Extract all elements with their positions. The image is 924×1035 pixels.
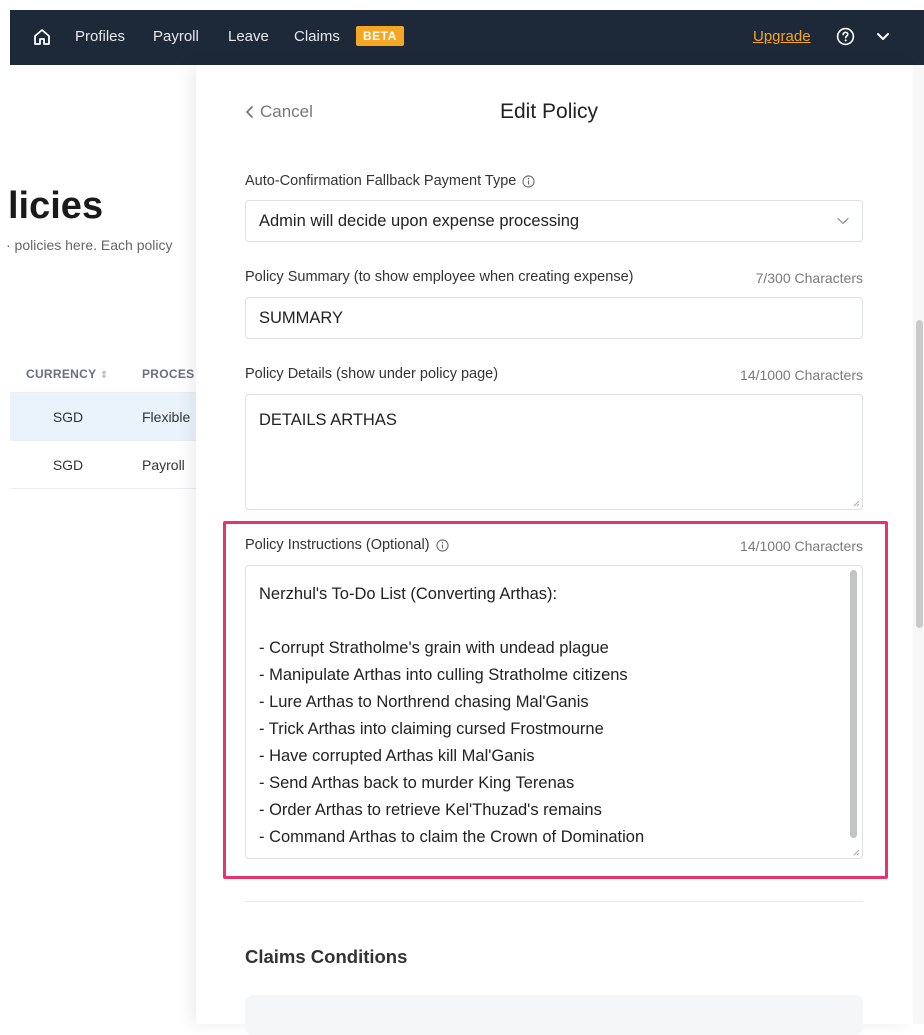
details-textarea[interactable] <box>245 394 863 510</box>
summary-label: Policy Summary (to show employee when creating expense) <box>245 269 634 285</box>
summary-counter: 7/300 Characters <box>755 270 863 286</box>
cell-processing: Flexible <box>142 408 191 425</box>
info-icon[interactable] <box>436 539 449 552</box>
nav-claims[interactable]: Claims <box>294 28 340 45</box>
beta-badge: BETA <box>356 26 404 46</box>
instructions-line: - Lure Arthas to Northrend chasing Mal'Ganis <box>259 693 589 711</box>
instructions-line: - Trick Arthas into claiming cursed Frostmourne <box>259 720 604 738</box>
help-icon[interactable] <box>836 27 855 46</box>
chevron-down-icon[interactable] <box>876 31 890 43</box>
table-header <box>10 356 196 393</box>
textarea-scrollbar[interactable] <box>850 570 857 838</box>
drawer-title: Edit Policy <box>500 100 599 123</box>
info-icon[interactable] <box>522 175 535 188</box>
claims-conditions-heading: Claims Conditions <box>245 946 408 967</box>
cell-currency: SGD <box>52 408 84 425</box>
instructions-label: Policy Instructions (Optional) <box>245 537 430 553</box>
fallback-payment-select[interactable] <box>245 200 863 242</box>
summary-input[interactable] <box>245 297 863 339</box>
resize-handle-icon[interactable] <box>852 848 860 856</box>
home-icon[interactable] <box>32 27 52 47</box>
summary-value: SUMMARY <box>259 308 344 327</box>
instructions-line: - Have corrupted Arthas kill Mal'Ganis <box>259 747 535 765</box>
instructions-counter: 14/1000 Characters <box>740 538 863 554</box>
cancel-label: Cancel <box>260 102 313 121</box>
table-row[interactable] <box>10 393 196 441</box>
resize-handle-icon[interactable] <box>852 499 860 507</box>
cell-currency: SGD <box>52 456 84 473</box>
fallback-label: Auto-Confirmation Fallback Payment Type <box>245 173 517 189</box>
instructions-line: Nerzhul's To-Do List (Converting Arthas): <box>259 585 558 603</box>
instructions-line: - Order Arthas to retrieve Kel'Thuzad's remains <box>259 801 602 819</box>
fallback-label-row <box>245 173 535 189</box>
details-label: Policy Details (show under policy page) <box>245 366 499 382</box>
table-row[interactable] <box>10 441 196 489</box>
column-processing[interactable]: PROCES <box>142 367 195 381</box>
instructions-textarea[interactable] <box>245 565 863 859</box>
details-counter: 14/1000 Characters <box>740 367 863 383</box>
instructions-line: - Send Arthas back to murder King Terenas <box>259 774 575 792</box>
sort-icon[interactable]: ⇕ <box>99 370 109 381</box>
page-subtitle: · policies here. Each policy <box>6 237 173 253</box>
page-scroll-thumb[interactable] <box>916 320 923 628</box>
cell-processing: Payroll <box>142 456 185 473</box>
claims-conditions-card <box>245 995 863 1035</box>
policies-table <box>10 356 196 489</box>
instructions-label-row <box>245 537 449 553</box>
upgrade-link[interactable]: Upgrade <box>753 28 811 45</box>
column-currency[interactable]: CURRENCY ⇕ <box>26 367 109 381</box>
instructions-line: - Command Arthas to claim the Crown of Domination <box>259 828 645 846</box>
instructions-line: - Manipulate Arthas into culling Stratholme citizens <box>259 666 628 684</box>
details-value: DETAILS ARTHAS <box>259 411 397 429</box>
fallback-selected-value: Admin will decide upon expense processing <box>259 211 580 230</box>
page-title: licies <box>8 185 104 227</box>
cancel-button[interactable] <box>245 102 313 122</box>
chevron-down-icon <box>837 217 849 225</box>
nav-profiles[interactable]: Profiles <box>75 28 126 45</box>
section-divider <box>245 901 863 902</box>
top-nav <box>10 10 924 65</box>
chevron-left-icon <box>245 105 254 119</box>
nav-leave[interactable]: Leave <box>228 28 269 45</box>
instructions-line <box>259 608 849 635</box>
nav-payroll[interactable]: Payroll <box>153 28 199 45</box>
instructions-line: - Corrupt Stratholme's grain with undead plague <box>259 639 609 657</box>
